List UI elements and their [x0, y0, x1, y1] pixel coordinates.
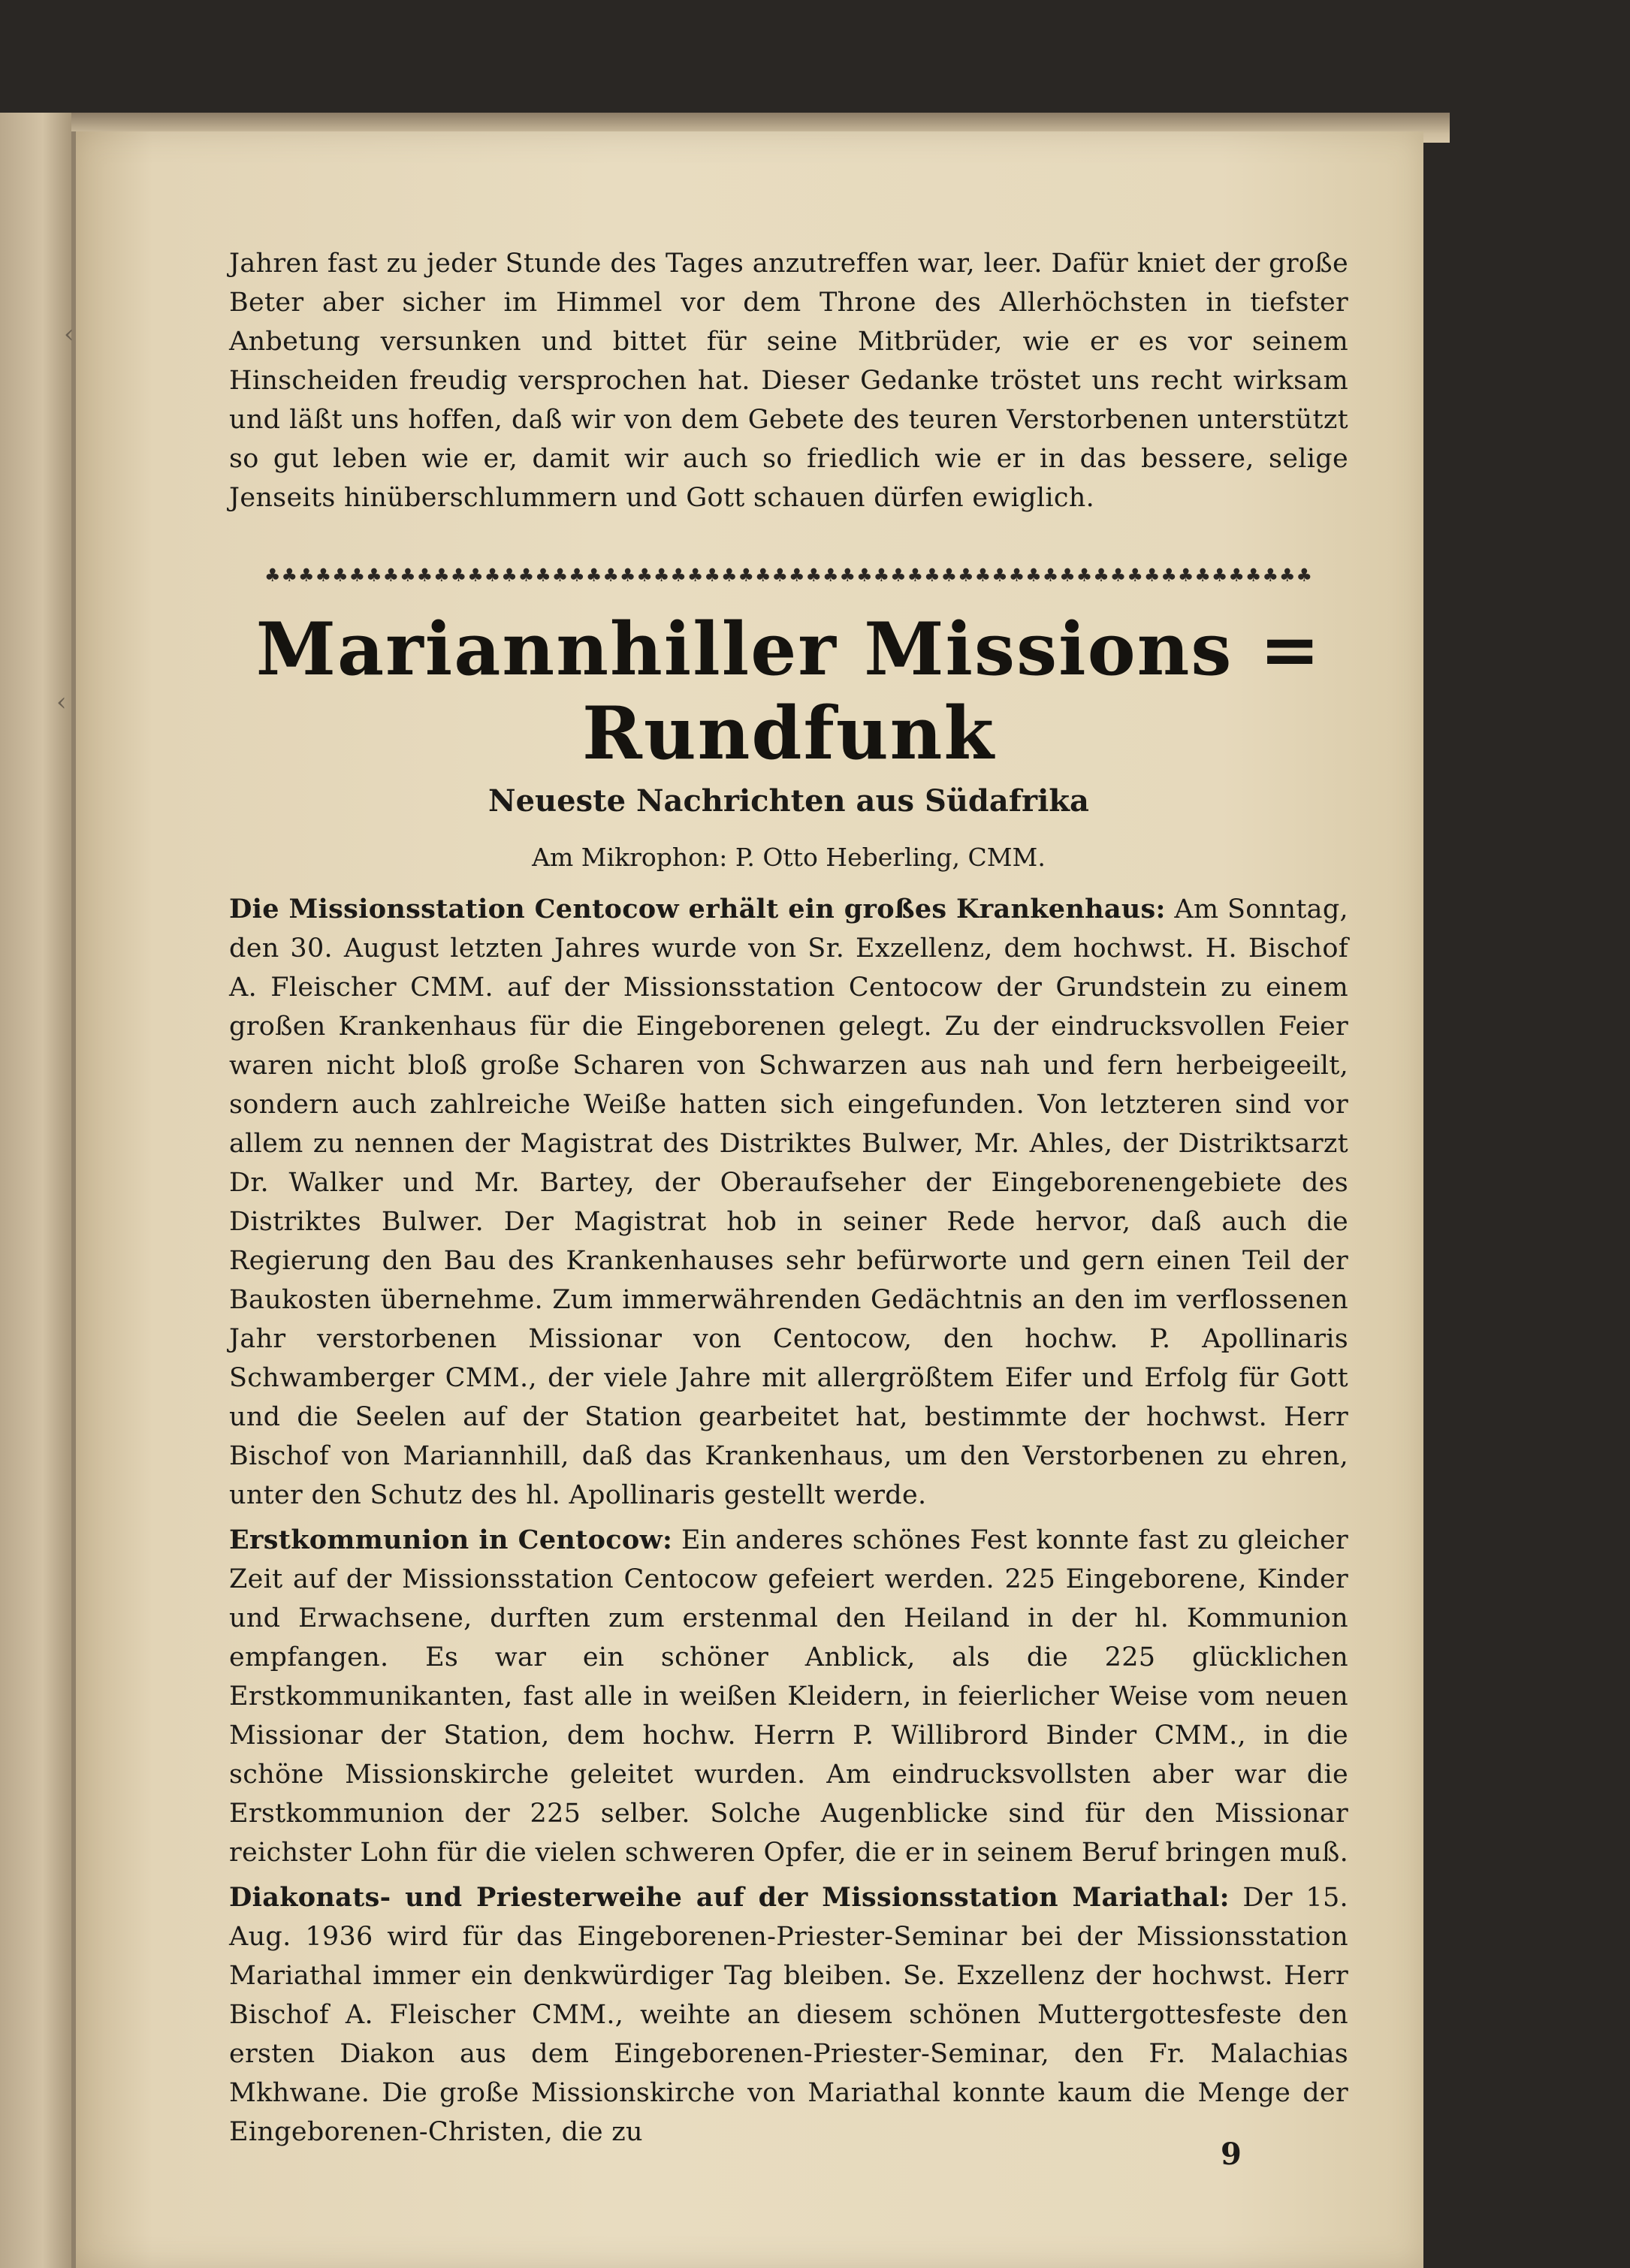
page-content: [229, 244, 1348, 2152]
gutter-line: [71, 131, 76, 2268]
margin-mark: ‹: [64, 319, 74, 349]
article-title: Mariannhiller Missions = Rundfunk: [255, 607, 1322, 776]
section-text: Ein anderes schönes Fest konnte fast zu gleicher Zeit auf der Missionsstation Centocow gefeiert werden. 225 Eingeborene, Kinder und Erwachsene, durften zum erstenmal den Heiland in der hl. Kommunion empfangen. Es war ein schöner Anblick, als die 225 glücklichen Erstkommunikanten, fast alle in weißen Kleidern, in feierlicher Weise vom neuen Missionar der Station, dem hochw. Herrn P. Willibrord Binder CMM., in die schöne Missionskirche geleitet wurden. Am eindrucksvollsten aber war die Erstkommunion der 225 selber. Solche Augenblicke sind für den Missionar reichster Lohn für die vielen schweren Opfer, die er in seinem Beruf bringen muß.: [229, 1525, 1349, 1868]
section-text: Am Sonntag, den 30. August letzten Jahres wurde von Sr. Exzellenz, dem hochwst. H. Bischof A. Fleischer CMM. auf der Missionsstation Centocow der Grundstein zu einem großen Krankenhaus für die Eingeborenen gelegt. Zu der eindrucksvollen Feier waren nicht bloß große Scharen von Schwarzen aus nah und fern herbeigeeilt, sondern auch zahlreiche Weiße hatten sich eingefunden. Von letzteren sind vor allem zu nennen der Magistrat des Distriktes Bulwer, Mr. Ahles, der Distriktsarzt Dr. Walker und Mr. Bartey, der Oberaufseher der Eingeborenengebiete des Distriktes Bulwer. Der Magistrat hob in seiner Rede hervor, daß auch die Regierung den Bau des Krankenhauses sehr befürworte und gern einen Teil der Baukosten übernehme. Zum immerwährenden Gedächtnis an den im verflossenen Jahr verstorbenen Missionar von Centocow, den hochw. P. Apollinaris Schwamberger CMM., der viele Jahre mit allergrößtem Eifer und Erfolg für Gott und die Seelen auf der Station gearbeitet hat, bestimmte der hochwst. Herr Bischof von Mariannhill, daß das Krankenhaus, um den Verstorbenen zu ehren, unter den Schutz des hl. Apollinaris gestellt werde.: [229, 894, 1348, 1510]
book-page: [56, 131, 1423, 2268]
article-subtitle: Neueste Nachrichten aus Südafrika: [488, 783, 1089, 819]
continued-paragraph: Jahren fast zu jeder Stunde des Tages anzutreffen war, leer. Dafür kniet der große Beter aber sicher im Himmel vor dem Throne des Allerhöchsten in tiefster Anbetung versunken und bittet für seine Mitbrüder, wie er es vor seinem Hinscheiden freudig versprochen hat. Dieser Gedanke tröstet uns recht wirksam und läßt uns hoffen, daß wir von dem Gebete des teuren Verstorbenen unterstützt so gut leben wie er, damit wir auch so friedlich wie er in das bessere, selige Jenseits hinüberschlummern und Gott schauen dürfen ewiglich.: [229, 249, 1348, 513]
margin-mark: ‹: [56, 687, 67, 717]
section-heading: Erstkommunion in Centocow:: [229, 1525, 673, 1555]
article-byline: Am Mikrophon: P. Otto Heberling, CMM.: [532, 843, 1046, 872]
section-heading: Diakonats- und Priesterweihe auf der Missionsstation Mariathal:: [229, 1882, 1230, 1913]
article-paragraph: [229, 890, 1348, 1515]
book-left-page-edge: [0, 113, 71, 2268]
ornamental-divider: ♣♣♣♣♣♣♣♣♣♣♣♣♣♣♣♣♣♣♣♣♣♣♣♣♣♣♣♣♣♣♣♣♣♣♣♣♣♣♣♣♣♣♣♣♣♣♣♣♣♣♣♣♣♣♣♣♣♣♣♣♣♣: [264, 565, 1313, 586]
article-paragraph: [229, 1521, 1348, 1872]
article-paragraph: [229, 1878, 1348, 2152]
section-heading: Die Missionsstation Centocow erhält ein großes Krankenhaus:: [229, 894, 1166, 924]
page-number: 9: [1221, 2137, 1242, 2172]
section-text: Der 15. Aug. 1936 wird für das Eingeborenen-Priester-Seminar bei der Missionsstation Mariathal immer ein denkwürdiger Tag bleiben. Se. Exzellenz der hochwst. Herr Bischof A. Fleischer CMM., weihte an diesem schönen Muttergottesfeste den ersten Diakon aus dem Eingeborenen-Priester-Seminar, den Fr. Malachias Mkhwane. Die große Missionskirche von Mariathal konnte kaum die Menge der Eingeborenen-Christen, die zu: [229, 1883, 1348, 2147]
